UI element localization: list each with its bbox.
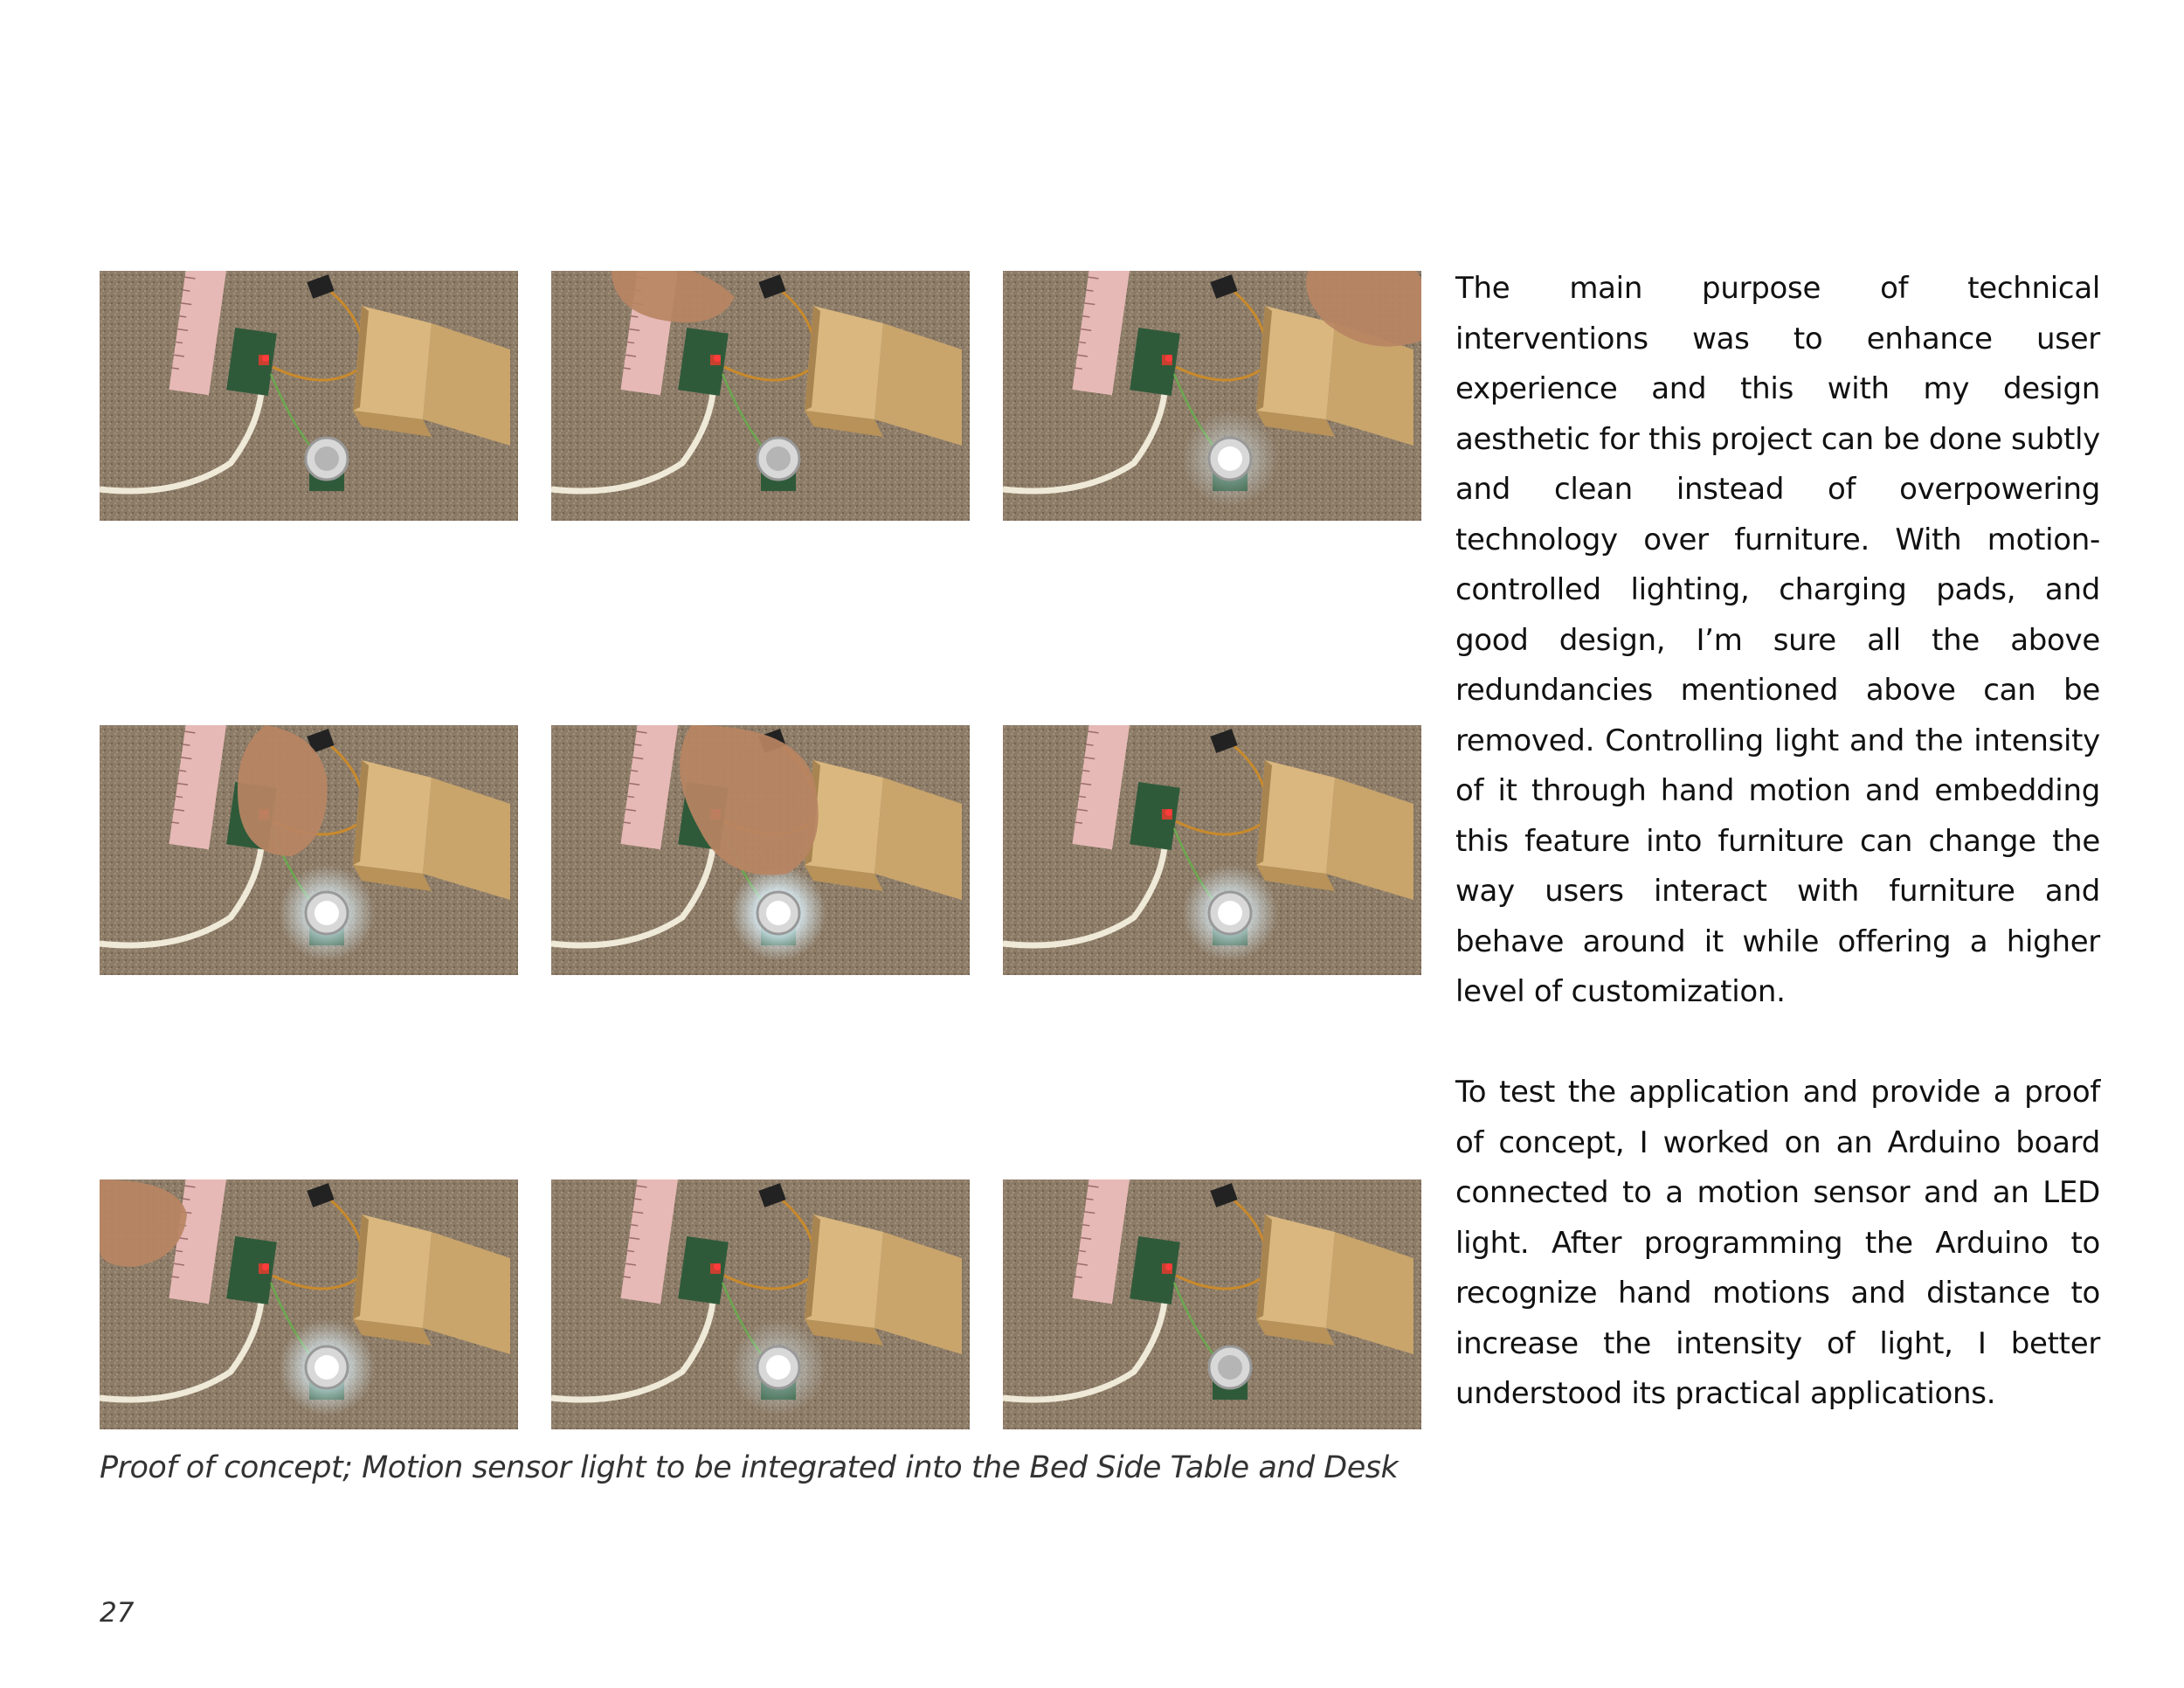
led-light [1182, 865, 1278, 961]
led-light [279, 865, 375, 961]
led-light [1182, 411, 1278, 507]
photo-1 [100, 271, 518, 521]
photo-7 [100, 1180, 518, 1429]
led-light [730, 865, 826, 961]
led-light [1182, 1319, 1278, 1415]
arduino-board [678, 328, 729, 396]
paragraph-2: To test the application and provide a proof of concept, I worked on an Arduino board connected to a motion sensor and an LED light. After programming the Arduino to recognize hand motions and distance to increase the intensity of light, I better understood its practical applications. [1455, 1075, 2100, 1411]
arduino-board [678, 1236, 729, 1304]
arduino-board [1130, 328, 1180, 396]
photo-8 [551, 1180, 970, 1429]
led-light [730, 411, 826, 507]
arduino-board [1130, 1236, 1180, 1304]
photo-6 [1003, 725, 1421, 975]
arduino-board [226, 1236, 277, 1304]
photo-2 [551, 271, 970, 521]
led-light [279, 1319, 375, 1415]
arduino-board [1130, 782, 1180, 850]
arduino-board [226, 328, 277, 396]
led-light [730, 1319, 826, 1415]
paragraph-1: The main purpose of technical interventions was to enhance user experience and this with my design aesthetic for this project can be done subtly and clean instead of overpowering technology over furniture. With motion-controlled lighting, charging pads, and good design, I’m sure all the above redundancies mentioned above can be removed. Controlling light and the intensity of it through hand motion and embedding this feature into furniture can change the way users interact with furniture and behave around it while offering a higher level of customization. [1455, 271, 2100, 1009]
body-text [1455, 264, 2100, 1470]
led-light [279, 411, 375, 507]
photo-3 [1003, 271, 1421, 521]
page-number: 27 [100, 1597, 135, 1629]
photo-4 [100, 725, 518, 975]
photo-5 [551, 725, 970, 975]
photo-9 [1003, 1180, 1421, 1429]
figure-caption: Proof of concept; Motion sensor light to be integrated into the Bed Side Table and Desk [100, 1450, 1399, 1485]
